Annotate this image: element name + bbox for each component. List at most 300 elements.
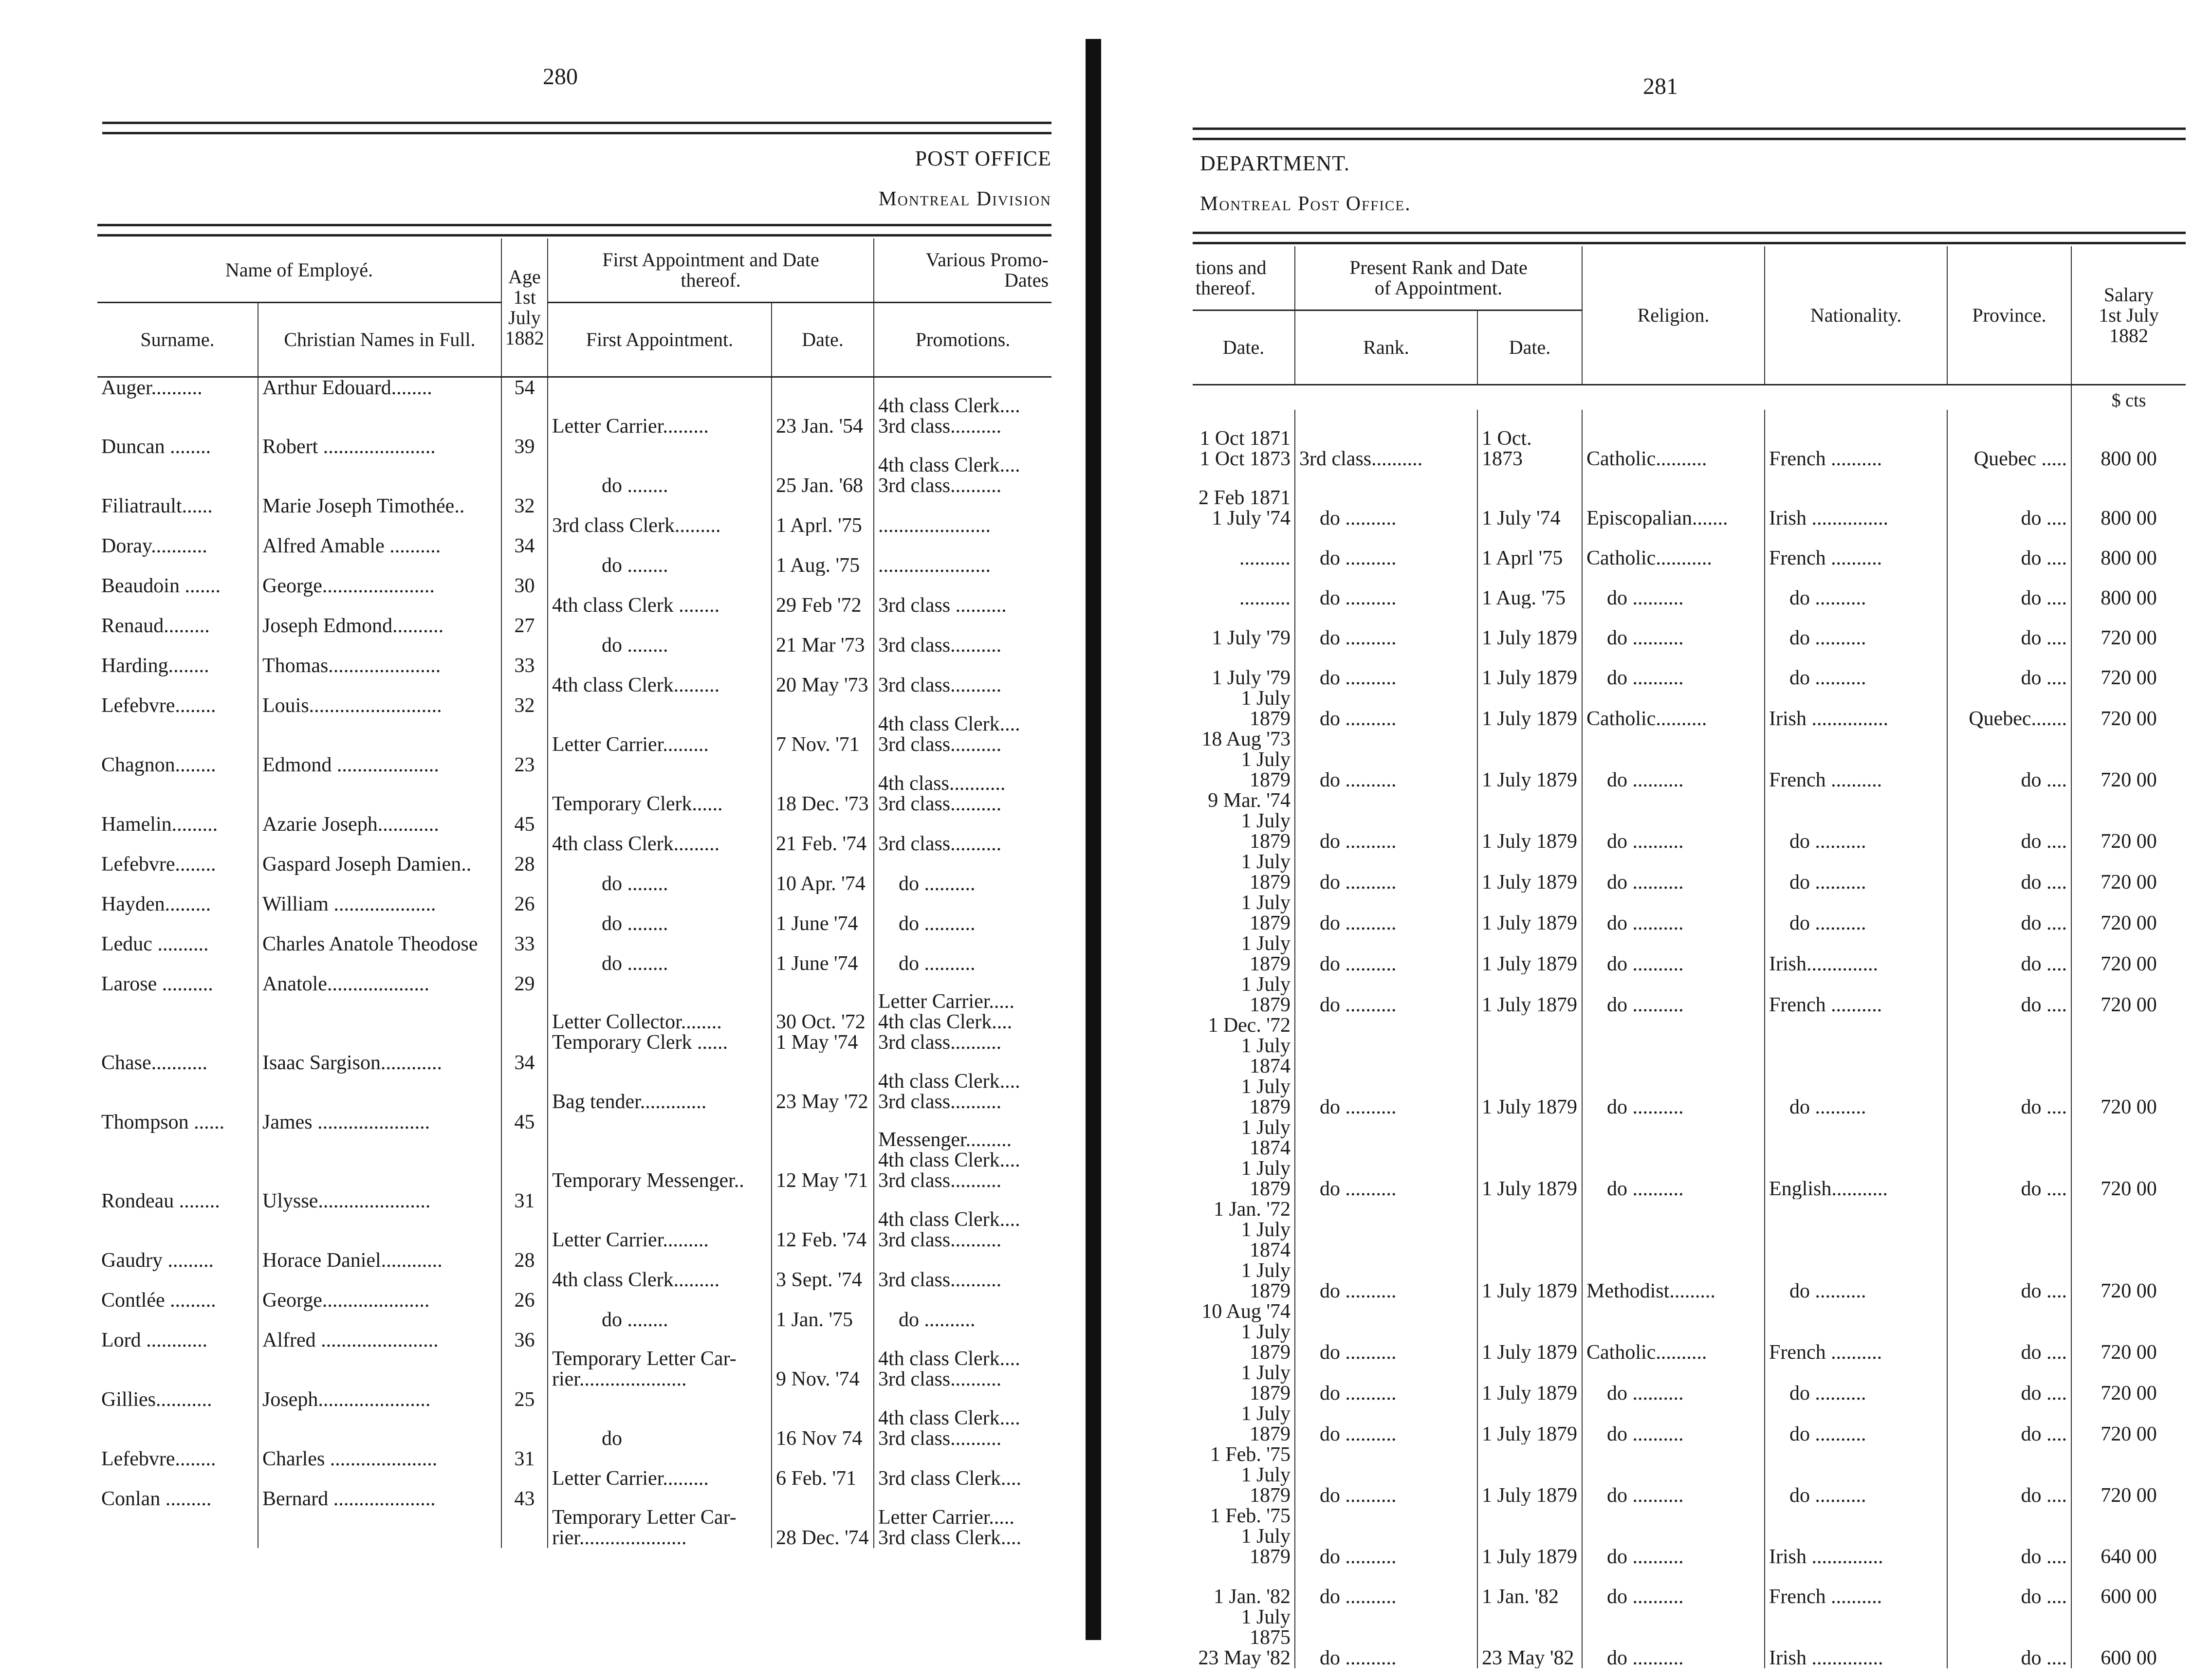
- date-cell: 12 Feb. '74: [772, 1191, 874, 1250]
- table-row: [1193, 729, 2186, 790]
- promotion-date-cell: 1 July 1879: [1241, 933, 1290, 974]
- salary-cell: 800 00: [2071, 410, 2186, 469]
- date-cell: 3 Sept. '74: [772, 1250, 874, 1290]
- salary-cell: 720 00: [2071, 790, 2186, 852]
- nationality-cell: English...........: [1765, 1117, 1947, 1199]
- promotions-cell: 3rd class..........: [874, 616, 1051, 656]
- table-row: [97, 616, 1051, 656]
- table-row: [1193, 1117, 2186, 1199]
- present-date-cell: 23 May '82: [1477, 1607, 1582, 1668]
- table-row: [1193, 469, 2186, 529]
- table-row: [1193, 1506, 2186, 1567]
- table-row: [97, 854, 1051, 894]
- table-row: [1193, 1444, 2186, 1506]
- first-appointment-cell: Temporary Clerk......: [548, 755, 772, 814]
- promotions-cell: 4th class Clerk.... 3rd class..........: [874, 1053, 1051, 1112]
- age-cell: 32: [501, 695, 548, 755]
- promotion-dates-group-header: tions and thereof.: [1193, 246, 1295, 310]
- religion-cell: Catholic...........: [1582, 529, 1765, 568]
- table-row: [97, 814, 1051, 854]
- present-rank-group-header: Present Rank and Date of Appointment.: [1295, 246, 1582, 310]
- promotion-date-cell: 1 Jan. '72 1 July 1874 1 July 1879: [1213, 1199, 1290, 1301]
- province-cell: do ....: [1947, 893, 2071, 933]
- salary-cell: 600 00: [2071, 1567, 2186, 1607]
- nationality-cell: do ..........: [1765, 852, 1947, 893]
- religion-cell: do ..........: [1582, 1363, 1765, 1404]
- nationality-header: Nationality.: [1765, 246, 1947, 385]
- table-row: [1193, 893, 2186, 933]
- surname-cell: Lord ............: [101, 1330, 208, 1351]
- table-row: [97, 1191, 1051, 1250]
- date-cell: 20 May '73: [772, 656, 874, 695]
- salary-cell: 720 00: [2071, 1199, 2186, 1301]
- date-cell: 21 Mar '73: [772, 616, 874, 656]
- province-cell: do ....: [1947, 1015, 2071, 1117]
- salary-cell: 600 00: [2071, 1607, 2186, 1668]
- religion-cell: do ..........: [1582, 1607, 1765, 1668]
- table-row: [97, 695, 1051, 755]
- age-cell: 43: [501, 1489, 548, 1548]
- religion-cell: do ..........: [1582, 568, 1765, 608]
- christian-names-cell: Marie Joseph Timothée..: [258, 496, 501, 536]
- age-cell: 28: [501, 1250, 548, 1290]
- religion-cell: do ..........: [1582, 608, 1765, 648]
- christian-names-cell: Charles .....................: [258, 1449, 501, 1489]
- age-cell: 23: [501, 755, 548, 814]
- province-cell: do ....: [1947, 469, 2071, 529]
- promotions-cell: 4th class Clerk.... 3rd class..........: [874, 1389, 1051, 1449]
- salary-cell: 800 00: [2071, 568, 2186, 608]
- religion-cell: do ..........: [1582, 1404, 1765, 1444]
- age-cell: 45: [501, 814, 548, 854]
- promotion-date-cell: 1 Feb. '75 1 July 1879: [1210, 1506, 1290, 1567]
- promotions-cell: 4th class Clerk.... 3rd class..........: [874, 1191, 1051, 1250]
- nationality-cell: French ..........: [1765, 729, 1947, 790]
- surname-cell: Chase...........: [101, 1052, 208, 1074]
- present-date-cell: 1 July 1879: [1477, 1506, 1582, 1567]
- table-row: [97, 934, 1051, 974]
- table-row: [1193, 648, 2186, 688]
- present-date-cell: 1 July '74: [1477, 469, 1582, 529]
- table-row: [1193, 1301, 2186, 1363]
- age-cell: 36: [501, 1330, 548, 1389]
- surname-cell: Hayden.........: [101, 894, 211, 915]
- age-cell: 26: [501, 894, 548, 934]
- rank-cell: 3rd class..........: [1295, 410, 1477, 469]
- promotions-cell: do ..........: [874, 854, 1051, 894]
- nationality-cell: French ..........: [1765, 974, 1947, 1015]
- date-cell: 21 Feb. '74: [772, 814, 874, 854]
- age-cell: 29: [501, 974, 548, 1053]
- present-date-cell: 1 July 1879: [1477, 648, 1582, 688]
- promotions-group-header: Various Promo- Dates: [874, 238, 1051, 303]
- present-date-cell: 1 July 1879: [1477, 1301, 1582, 1363]
- religion-cell: do ..........: [1582, 1506, 1765, 1567]
- present-date-cell: 1 July 1879: [1477, 1117, 1582, 1199]
- christian-names-cell: Joseph Edmond..........: [258, 616, 501, 656]
- present-date-cell: 1 July 1879: [1477, 1363, 1582, 1404]
- christian-names-cell: Horace Daniel............: [258, 1250, 501, 1290]
- date-cell: 7 Nov. '71: [772, 695, 874, 755]
- nationality-cell: Irish ..............: [1765, 1506, 1947, 1567]
- rank-cell: do ..........: [1295, 1363, 1477, 1404]
- date-cell: 1 Jan. '75: [772, 1290, 874, 1330]
- nationality-cell: do ..........: [1765, 1444, 1947, 1506]
- date-cell: 9 Nov. '74: [772, 1330, 874, 1389]
- first-appointment-cell: do ........: [548, 437, 772, 496]
- surname-cell: Auger..........: [101, 377, 203, 399]
- religion-cell: do ..........: [1582, 1015, 1765, 1117]
- christian-names-cell: Bernard ....................: [258, 1489, 501, 1548]
- age-cell: 33: [501, 934, 548, 974]
- promotions-cell: do ..........: [874, 894, 1051, 934]
- table-row: [1193, 852, 2186, 893]
- promotion-date-cell: 1 Jan. '82: [1213, 1586, 1290, 1607]
- rank-cell: do ..........: [1295, 469, 1477, 529]
- date-cell: 29 Feb '72: [772, 576, 874, 616]
- age-cell: 26: [501, 1290, 548, 1330]
- nationality-cell: do ..........: [1765, 1015, 1947, 1117]
- salary-cell: 720 00: [2071, 729, 2186, 790]
- rank-cell: do ..........: [1295, 1607, 1477, 1668]
- christian-names-cell: Louis..........................: [258, 695, 501, 755]
- christian-names-cell: Gaspard Joseph Damien..: [258, 854, 501, 894]
- surname-cell: Conlan .........: [101, 1488, 212, 1510]
- province-cell: do ....: [1947, 608, 2071, 648]
- surname-cell: Rondeau ........: [101, 1190, 220, 1212]
- promotions-cell: 4th class Clerk.... 3rd class..........: [874, 437, 1051, 496]
- promotion-date-cell: ..........: [1239, 587, 1290, 608]
- date-cell: 10 Apr. '74: [772, 854, 874, 894]
- promotions-cell: 3rd class..........: [874, 1250, 1051, 1290]
- table-row: [97, 1449, 1051, 1489]
- table-row: [1193, 1404, 2186, 1444]
- nationality-cell: do ..........: [1765, 893, 1947, 933]
- promotion-date-cell: 1 Dec. '72 1 July 1874 1 July 1879: [1208, 1015, 1290, 1117]
- present-date-cell: 1 July 1879: [1477, 688, 1582, 729]
- nationality-cell: do ..........: [1765, 1363, 1947, 1404]
- nationality-cell: French ..........: [1765, 1301, 1947, 1363]
- province-cell: do ....: [1947, 568, 2071, 608]
- christian-names-cell: Isaac Sargison............: [258, 1053, 501, 1112]
- surname-cell: Renaud.........: [101, 615, 210, 637]
- table-row: [1193, 1363, 2186, 1404]
- table-row: [1193, 933, 2186, 974]
- first-appointment-cell: 4th class Clerk.........: [548, 814, 772, 854]
- present-date-header: Date.: [1477, 310, 1582, 385]
- present-date-cell: 1 Jan. '82: [1477, 1567, 1582, 1607]
- nationality-cell: do ..........: [1765, 608, 1947, 648]
- surname-cell: Gillies...........: [101, 1389, 212, 1411]
- header-rule: [102, 122, 1051, 134]
- date-cell: 18 Dec. '73: [772, 755, 874, 814]
- surname-cell: Larose ..........: [101, 973, 213, 995]
- promotion-date-cell: 18 Aug '73 1 July 1879: [1201, 729, 1290, 790]
- religion-cell: do ..........: [1582, 1567, 1765, 1607]
- surname-cell: Filiatrault......: [101, 495, 213, 517]
- page-gutter: [1086, 39, 1101, 1640]
- present-date-cell: 1 Oct. 1873: [1477, 410, 1582, 469]
- table-row: [97, 656, 1051, 695]
- rank-cell: do ..........: [1295, 729, 1477, 790]
- age-cell: 31: [501, 1449, 548, 1489]
- date-cell: 12 May '71: [772, 1112, 874, 1191]
- salary-cell: 720 00: [2071, 893, 2186, 933]
- promotion-date-cell: 1 July 1879: [1241, 852, 1290, 893]
- table-row: [1193, 529, 2186, 568]
- date-cell: 1 June '74: [772, 894, 874, 934]
- promotions-cell: ......................: [874, 496, 1051, 536]
- table-row: [97, 1053, 1051, 1112]
- salary-cell: 720 00: [2071, 933, 2186, 974]
- surname-cell: Leduc ..........: [101, 933, 209, 955]
- age-cell: 25: [501, 1389, 548, 1449]
- date-cell: 23 Jan. '54: [772, 377, 874, 437]
- rank-cell: do ..........: [1295, 1567, 1477, 1607]
- salary-cell: 720 00: [2071, 852, 2186, 893]
- table-row: [97, 437, 1051, 496]
- header-rule-right: [1193, 128, 2186, 140]
- rank-cell: do ..........: [1295, 1015, 1477, 1117]
- promotion-date-cell: ..........: [1239, 547, 1290, 568]
- table-row: [1193, 1015, 2186, 1117]
- province-cell: do ....: [1947, 790, 2071, 852]
- promotion-date-cell: 1 Feb. '75 1 July 1879: [1210, 1444, 1290, 1506]
- nationality-cell: French ..........: [1765, 529, 1947, 568]
- table-row: [97, 1489, 1051, 1548]
- province-cell: do ....: [1947, 1607, 2071, 1668]
- province-cell: do ....: [1947, 1117, 2071, 1199]
- religion-cell: Catholic..........: [1582, 410, 1765, 469]
- page-number-left: 280: [543, 64, 578, 90]
- nationality-cell: Irish..............: [1765, 933, 1947, 974]
- promotion-date-cell: 2 Feb 1871 1 July '74: [1198, 487, 1290, 529]
- christian-names-cell: Azarie Joseph............: [258, 814, 501, 854]
- christian-names-cell: Ulysse......................: [258, 1191, 501, 1250]
- promotions-cell: 3rd class..........: [874, 814, 1051, 854]
- date-cell: 30 Oct. '72 1 May '74: [772, 974, 874, 1053]
- salary-cell: 720 00: [2071, 1363, 2186, 1404]
- page-subtitle-left: Montreal Division: [878, 188, 1051, 210]
- first-appointment-cell: do ........: [548, 934, 772, 974]
- nationality-cell: French ..........: [1765, 410, 1947, 469]
- promotion-date-cell: 1 July 1879: [1241, 688, 1290, 729]
- left-page: [0, 0, 1081, 1678]
- religion-cell: do ..........: [1582, 790, 1765, 852]
- promotion-date-cell: 9 Mar. '74 1 July 1879: [1208, 790, 1290, 852]
- christian-names-cell: George.....................: [258, 1290, 501, 1330]
- table-top-rule: [97, 224, 1051, 237]
- promotion-date-cell: 1 July 1879: [1241, 1404, 1290, 1444]
- province-cell: do ....: [1947, 852, 2071, 893]
- rank-cell: do ..........: [1295, 974, 1477, 1015]
- religion-cell: do ..........: [1582, 1444, 1765, 1506]
- promotion-date-cell: 10 Aug '74 1 July 1879: [1201, 1301, 1290, 1363]
- date-header: Date.: [772, 303, 874, 377]
- promotions-cell: 3rd class ..........: [874, 576, 1051, 616]
- province-cell: do ....: [1947, 1363, 2071, 1404]
- age-cell: 45: [501, 1112, 548, 1191]
- surname-cell: Contlée .........: [101, 1290, 216, 1312]
- religion-header: Religion.: [1582, 246, 1765, 385]
- date-cell: 16 Nov 74: [772, 1389, 874, 1449]
- age-cell: 27: [501, 616, 548, 656]
- surname-cell: Beaudoin .......: [101, 575, 221, 597]
- promotions-cell: 4th class Clerk.... 3rd class..........: [874, 1330, 1051, 1389]
- age-cell: 34: [501, 1053, 548, 1112]
- province-cell: do ....: [1947, 1506, 2071, 1567]
- age-cell: 33: [501, 656, 548, 695]
- province-cell: do ....: [1947, 1199, 2071, 1301]
- nationality-cell: do ..........: [1765, 568, 1947, 608]
- christian-names-cell: Thomas......................: [258, 656, 501, 695]
- nationality-cell: Irish ...............: [1765, 688, 1947, 729]
- salary-cell: 720 00: [2071, 1404, 2186, 1444]
- promotion-date-header: Date.: [1193, 310, 1295, 385]
- table-row: [97, 496, 1051, 536]
- table-row: [97, 1389, 1051, 1449]
- age-cell: 34: [501, 536, 548, 576]
- rank-cell: do ..........: [1295, 790, 1477, 852]
- salary-cell: 720 00: [2071, 1015, 2186, 1117]
- salary-cell: 720 00: [2071, 688, 2186, 729]
- province-cell: Quebec.......: [1947, 688, 2071, 729]
- rank-cell: do ..........: [1295, 1506, 1477, 1567]
- page-title-left: POST OFFICE: [915, 146, 1051, 170]
- religion-cell: do ..........: [1582, 852, 1765, 893]
- province-cell: do ....: [1947, 974, 2071, 1015]
- province-cell: Quebec .....: [1947, 410, 2071, 469]
- christian-names-cell: Edmond ....................: [258, 755, 501, 814]
- first-appointment-cell: Letter Carrier.........: [548, 377, 772, 437]
- surname-cell: Lefebvre........: [101, 1448, 216, 1470]
- first-appointment-header: First Appointment.: [548, 303, 772, 377]
- table-row: [97, 377, 1051, 437]
- date-cell: 6 Feb. '71: [772, 1449, 874, 1489]
- promotions-header: Promotions.: [874, 303, 1051, 377]
- religion-cell: do ..........: [1582, 933, 1765, 974]
- first-appointment-cell: Letter Carrier.........: [548, 1449, 772, 1489]
- nationality-cell: do ..........: [1765, 1404, 1947, 1444]
- rank-cell: do ..........: [1295, 688, 1477, 729]
- table-row: [97, 576, 1051, 616]
- religion-cell: Catholic..........: [1582, 1301, 1765, 1363]
- present-date-cell: 1 July 1879: [1477, 1444, 1582, 1506]
- rank-cell: do ..........: [1295, 852, 1477, 893]
- surname-cell: Lefebvre........: [101, 854, 216, 875]
- age-cell: 31: [501, 1191, 548, 1250]
- nationality-cell: do ..........: [1765, 648, 1947, 688]
- table-row: [1193, 1607, 2186, 1668]
- first-appointment-cell: Letter Collector........ Temporary Clerk ......: [548, 974, 772, 1053]
- religion-cell: do ..........: [1582, 1117, 1765, 1199]
- table-row: [97, 894, 1051, 934]
- age-cell: 39: [501, 437, 548, 496]
- province-cell: do ....: [1947, 648, 2071, 688]
- province-cell: do ....: [1947, 529, 2071, 568]
- present-date-cell: 1 July 1879: [1477, 893, 1582, 933]
- date-cell: 1 Aug. '75: [772, 536, 874, 576]
- page-title-right: DEPARTMENT.: [1200, 151, 1350, 175]
- present-date-cell: 1 July 1879: [1477, 974, 1582, 1015]
- table-row: [97, 536, 1051, 576]
- nationality-cell: French ..........: [1765, 1567, 1947, 1607]
- christian-names-cell: Alfred Amable ..........: [258, 536, 501, 576]
- age-cell: 28: [501, 854, 548, 894]
- promotions-cell: Letter Carrier..... 3rd class Clerk....: [874, 1489, 1051, 1548]
- table-row: [1193, 1199, 2186, 1301]
- surname-cell: Doray...........: [101, 535, 207, 557]
- first-appointment-cell: do ........: [548, 1290, 772, 1330]
- promotion-date-cell: 1 July 1879: [1241, 1363, 1290, 1404]
- province-header: Province.: [1947, 246, 2071, 385]
- present-date-cell: 1 July 1879: [1477, 1199, 1582, 1301]
- employee-table-right: [1193, 246, 2186, 1668]
- age-header: Age 1st July 1882: [501, 238, 548, 377]
- first-appointment-cell: Letter Carrier.........: [548, 695, 772, 755]
- first-appointment-cell: Temporary Letter Car- rier.....................: [548, 1330, 772, 1389]
- date-cell: 1 June '74: [772, 934, 874, 974]
- province-cell: do ....: [1947, 1444, 2071, 1506]
- present-date-cell: 1 July 1879: [1477, 790, 1582, 852]
- first-appointment-cell: 4th class Clerk.........: [548, 656, 772, 695]
- present-date-cell: 1 July 1879: [1477, 1404, 1582, 1444]
- surname-cell: Lefebvre........: [101, 695, 216, 717]
- christian-names-header: Christian Names in Full.: [258, 303, 501, 377]
- promotions-cell: 4th class........... 3rd class..........: [874, 755, 1051, 814]
- present-date-cell: 1 July 1879: [1477, 1015, 1582, 1117]
- promotion-date-cell: 1 Oct 1871 1 Oct 1873: [1199, 427, 1290, 469]
- employee-table-left: [97, 238, 1051, 1548]
- first-appointment-cell: Letter Carrier.........: [548, 1191, 772, 1250]
- salary-cell: 720 00: [2071, 1301, 2186, 1363]
- promotion-date-cell: 1 July 1879: [1241, 893, 1290, 933]
- promotion-date-cell: 1 July 1875 23 May '82: [1198, 1607, 1290, 1668]
- promotions-cell: 4th class Clerk.... 3rd class..........: [874, 695, 1051, 755]
- first-appointment-cell: Bag tender.............: [548, 1053, 772, 1112]
- first-appointment-cell: do ........: [548, 894, 772, 934]
- christian-names-cell: James ......................: [258, 1112, 501, 1191]
- religion-cell: Catholic..........: [1582, 688, 1765, 729]
- nationality-cell: Irish ..............: [1765, 1607, 1947, 1668]
- first-appointment-cell: do: [548, 1389, 772, 1449]
- table-row: [1193, 608, 2186, 648]
- rank-cell: do ..........: [1295, 568, 1477, 608]
- surname-cell: Gaudry .........: [101, 1250, 214, 1272]
- promotion-date-cell: 1 July 1874 1 July 1879: [1241, 1117, 1290, 1199]
- province-cell: do ....: [1947, 933, 2071, 974]
- surname-cell: Thompson ......: [101, 1112, 225, 1133]
- religion-cell: Episcopalian.......: [1582, 469, 1765, 529]
- religion-cell: do ..........: [1582, 729, 1765, 790]
- table-row: [1193, 790, 2186, 852]
- currency-label: $ cts: [2071, 385, 2186, 410]
- promotions-cell: do ..........: [874, 934, 1051, 974]
- page-number-right: 281: [1643, 73, 1678, 99]
- date-cell: 28 Dec. '74: [772, 1489, 874, 1548]
- rank-header: Rank.: [1295, 310, 1477, 385]
- surname-header: Surname.: [97, 303, 258, 377]
- date-cell: 23 May '72: [772, 1053, 874, 1112]
- rank-cell: do ..........: [1295, 529, 1477, 568]
- first-appointment-cell: 4th class Clerk.........: [548, 1250, 772, 1290]
- first-appointment-cell: 3rd class Clerk.........: [548, 496, 772, 536]
- surname-cell: Hamelin.........: [101, 814, 218, 836]
- promotion-date-cell: 1 July '79: [1212, 667, 1290, 688]
- rank-cell: do ..........: [1295, 933, 1477, 974]
- table-top-rule-right: [1193, 232, 2186, 244]
- promotions-cell: do ..........: [874, 1290, 1051, 1330]
